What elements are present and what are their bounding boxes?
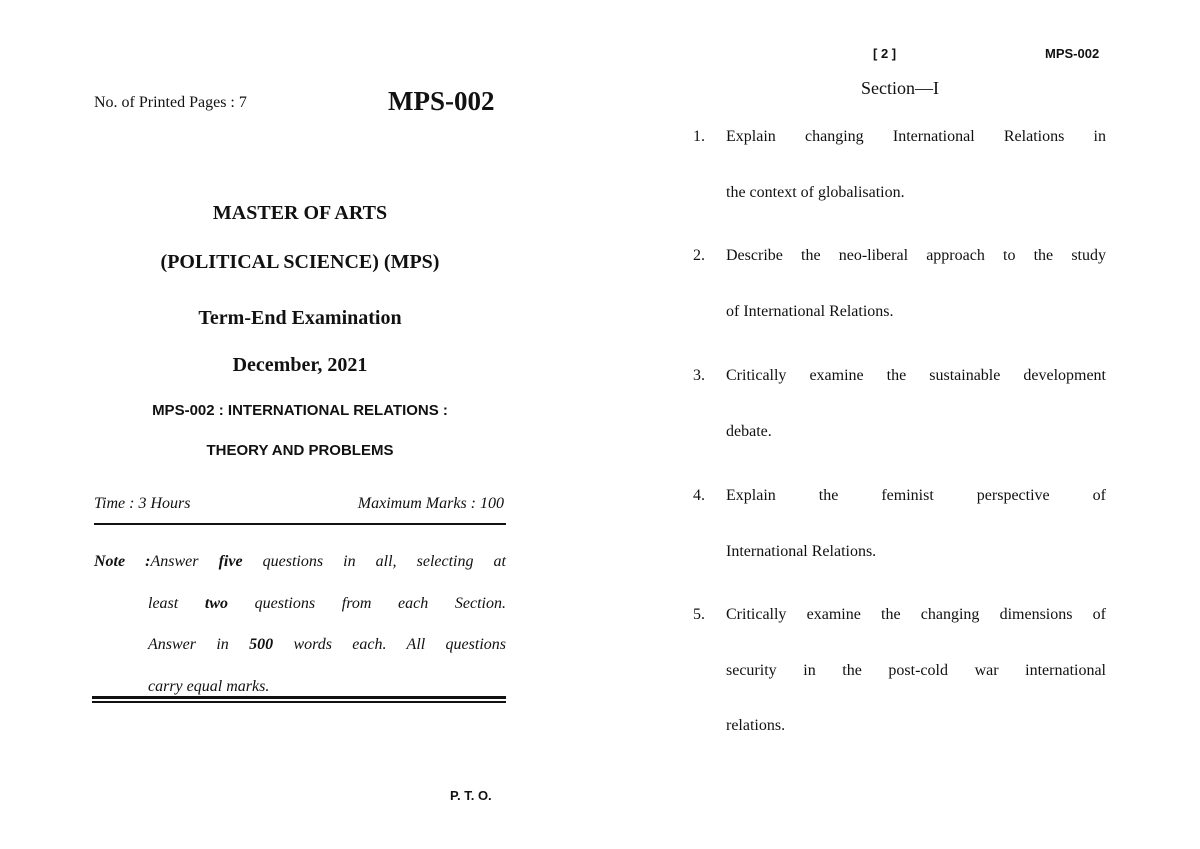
discipline-title: (POLITICAL SCIENCE) (MPS) <box>160 251 440 273</box>
note-label: Note : <box>94 553 151 570</box>
time-allowed: Time : 3 Hours <box>94 495 191 512</box>
page-number: [ 2 ] <box>873 46 897 61</box>
note-emphasis: 500 <box>249 636 274 653</box>
paper-code-header: MPS-002 <box>1045 46 1100 61</box>
time-marks-row <box>94 495 504 513</box>
question-number: 1. <box>693 128 705 145</box>
question-text: Critically examine the sustainable development <box>726 367 1106 384</box>
divider <box>94 523 506 525</box>
question-text: International Relations. <box>726 543 877 560</box>
note-emphasis: five <box>218 553 243 570</box>
note-text: words each. All questions <box>273 636 506 653</box>
question-text: Critically examine the changing dimensions of <box>726 606 1106 623</box>
question-text: relations. <box>726 717 786 734</box>
question-number: 3. <box>693 367 705 384</box>
pto-label: P. T. O. <box>450 788 492 803</box>
question-text: the context of globalisation. <box>726 184 905 201</box>
question-number: 2. <box>693 247 705 264</box>
course-title-line1: MPS-002 : INTERNATIONAL RELATIONS : <box>152 402 448 419</box>
question-text: Explain the feminist perspective of <box>726 487 1106 504</box>
divider <box>92 701 506 703</box>
course-title-line2: THEORY AND PROBLEMS <box>206 442 394 459</box>
question-text: security in the post-cold war international <box>726 662 1106 679</box>
note-line-3 <box>94 624 506 666</box>
divider <box>92 696 506 699</box>
paper-code: MPS-002 <box>388 86 495 116</box>
note-line-2 <box>94 583 506 625</box>
question-number: 5. <box>693 606 705 623</box>
question-text: Explain changing International Relations in <box>726 128 1106 145</box>
section-title: Section—I <box>861 78 939 98</box>
question-text: Describe the neo-liberal approach to the study <box>726 247 1106 264</box>
question-text: of International Relations. <box>726 303 894 320</box>
note-emphasis: two <box>204 594 228 612</box>
printed-pages-count: No. of Printed Pages : 7 <box>94 94 247 111</box>
question-number: 4. <box>693 487 705 504</box>
note-text: Answer <box>150 553 219 570</box>
degree-title: MASTER OF ARTS <box>212 202 388 224</box>
note-text: least <box>148 594 205 612</box>
exam-date: December, 2021 <box>232 354 368 376</box>
note-text: Answer in <box>148 636 250 653</box>
note-line-1 <box>94 541 506 583</box>
exam-title: Term-End Examination <box>198 307 402 329</box>
maximum-marks: Maximum Marks : 100 <box>357 495 504 512</box>
question-text: debate. <box>726 423 772 440</box>
note-text: questions in all, selecting at <box>242 553 507 570</box>
instructions-note <box>94 541 506 707</box>
note-text: questions from each Section. <box>228 594 506 612</box>
note-line-4: carry equal marks. <box>148 677 270 695</box>
